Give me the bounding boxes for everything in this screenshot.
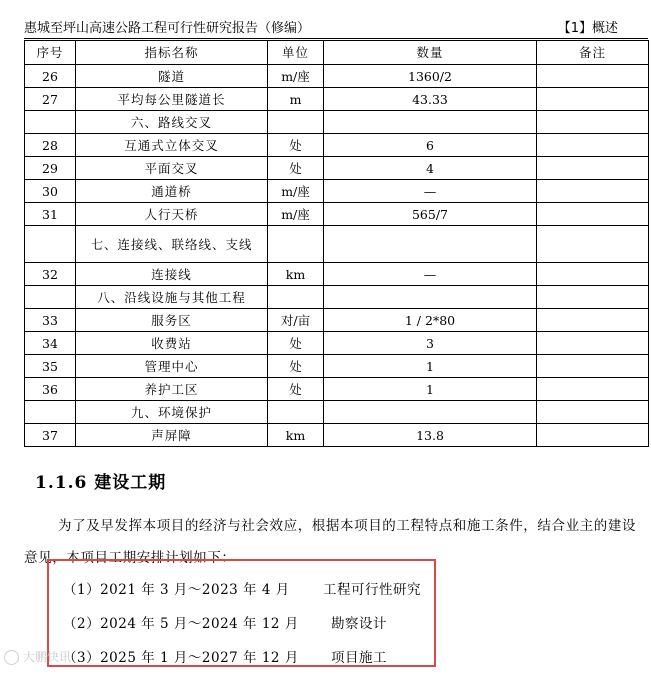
cell-unit: m/座 bbox=[268, 180, 324, 203]
cell-name: 通道桥 bbox=[76, 180, 268, 203]
cell-unit: m/座 bbox=[268, 203, 324, 226]
table-row bbox=[25, 203, 649, 226]
schedule-task: 工程可行性研究 bbox=[323, 582, 421, 598]
report-title: 惠城至坪山高速公路工程可行性研究报告（修编） bbox=[24, 21, 311, 36]
watermark-logo-icon bbox=[4, 650, 19, 665]
schedule-item bbox=[63, 578, 433, 598]
table-header-row bbox=[25, 41, 649, 65]
col-header-unit: 单位 bbox=[268, 41, 324, 65]
cell-name: 九、环境保护 bbox=[76, 401, 268, 424]
schedule-highlight-box bbox=[47, 559, 436, 667]
cell-note bbox=[537, 401, 649, 424]
cell-no: 32 bbox=[25, 263, 76, 286]
cell-no: 27 bbox=[25, 88, 76, 111]
cell-no: 37 bbox=[25, 424, 76, 447]
cell-note bbox=[537, 88, 649, 111]
cell-unit bbox=[268, 401, 324, 424]
cell-no: 26 bbox=[25, 65, 76, 88]
cell-no: 31 bbox=[25, 203, 76, 226]
cell-qty: 6 bbox=[324, 134, 537, 157]
cell-name: 声屏障 bbox=[76, 424, 268, 447]
cell-name: 互通式立体交叉 bbox=[76, 134, 268, 157]
chapter-label: 【1】概述 bbox=[557, 21, 618, 36]
cell-note bbox=[537, 203, 649, 226]
cell-unit: 处 bbox=[268, 332, 324, 355]
cell-qty: 13.8 bbox=[324, 424, 537, 447]
cell-note bbox=[537, 355, 649, 378]
cell-note bbox=[537, 309, 649, 332]
cell-qty bbox=[324, 286, 537, 309]
watermark bbox=[4, 648, 71, 665]
col-header-no: 序号 bbox=[25, 41, 76, 65]
cell-name: 八、沿线设施与其他工程 bbox=[76, 286, 268, 309]
cell-no: 28 bbox=[25, 134, 76, 157]
table-row bbox=[25, 263, 649, 286]
cell-name: 管理中心 bbox=[76, 355, 268, 378]
cell-note bbox=[537, 286, 649, 309]
table-row-group-header bbox=[25, 226, 649, 263]
cell-name: 平面交叉 bbox=[76, 157, 268, 180]
cell-no: 29 bbox=[25, 157, 76, 180]
cell-note bbox=[537, 180, 649, 203]
cell-unit: 处 bbox=[268, 157, 324, 180]
cell-qty bbox=[324, 111, 537, 134]
cell-name: 平均每公里隧道长 bbox=[76, 88, 268, 111]
table-row bbox=[25, 355, 649, 378]
table-row bbox=[25, 309, 649, 332]
table-row-group-header bbox=[25, 286, 649, 309]
table-row bbox=[25, 180, 649, 203]
cell-unit bbox=[268, 111, 324, 134]
section-heading: 1.1.6 建设工期 bbox=[35, 473, 167, 493]
cell-unit: 对/亩 bbox=[268, 309, 324, 332]
cell-unit: 处 bbox=[268, 378, 324, 401]
cell-note bbox=[537, 263, 649, 286]
cell-qty: 4 bbox=[324, 157, 537, 180]
cell-name: 七、连接线、联络线、支线 bbox=[76, 226, 268, 263]
cell-no bbox=[25, 286, 76, 309]
cell-unit bbox=[268, 226, 324, 263]
cell-no: 34 bbox=[25, 332, 76, 355]
cell-unit bbox=[268, 286, 324, 309]
cell-unit: m/座 bbox=[268, 65, 324, 88]
cell-note bbox=[537, 65, 649, 88]
schedule-task: 勘察设计 bbox=[331, 616, 387, 632]
col-header-qty: 数量 bbox=[324, 41, 537, 65]
cell-qty: — bbox=[324, 263, 537, 286]
cell-unit: m bbox=[268, 88, 324, 111]
cell-qty: — bbox=[324, 180, 537, 203]
cell-name: 连接线 bbox=[76, 263, 268, 286]
table-row bbox=[25, 424, 649, 447]
schedule-period: （2）2024 年 5 月～2024 年 12 月 bbox=[63, 616, 299, 632]
cell-name: 隧道 bbox=[76, 65, 268, 88]
schedule-period: （3）2025 年 1 月～2027 年 12 月 bbox=[63, 650, 299, 666]
page-header bbox=[24, 14, 648, 39]
cell-name: 收费站 bbox=[76, 332, 268, 355]
schedule-item bbox=[63, 612, 433, 632]
cell-name: 服务区 bbox=[76, 309, 268, 332]
cell-qty: 43.33 bbox=[324, 88, 537, 111]
cell-no: 35 bbox=[25, 355, 76, 378]
cell-qty: 3 bbox=[324, 332, 537, 355]
cell-unit: 处 bbox=[268, 134, 324, 157]
cell-note bbox=[537, 157, 649, 180]
cell-note bbox=[537, 111, 649, 134]
cell-qty: 1 bbox=[324, 355, 537, 378]
schedule-task: 项目施工 bbox=[331, 650, 387, 666]
cell-note bbox=[537, 134, 649, 157]
cell-unit: 处 bbox=[268, 355, 324, 378]
col-header-name: 指标名称 bbox=[76, 41, 268, 65]
cell-name: 六、路线交叉 bbox=[76, 111, 268, 134]
watermark-text: 大鹏快讯 bbox=[23, 650, 72, 664]
table-row bbox=[25, 157, 649, 180]
cell-no bbox=[25, 401, 76, 424]
cell-no: 36 bbox=[25, 378, 76, 401]
cell-no: 30 bbox=[25, 180, 76, 203]
cell-note bbox=[537, 226, 649, 263]
cell-qty: 565/7 bbox=[324, 203, 537, 226]
cell-unit: km bbox=[268, 263, 324, 286]
cell-note bbox=[537, 332, 649, 355]
table-row bbox=[25, 134, 649, 157]
cell-qty bbox=[324, 226, 537, 263]
schedule-item bbox=[63, 646, 433, 666]
table-row bbox=[25, 65, 649, 88]
cell-name: 人行天桥 bbox=[76, 203, 268, 226]
section-paragraph: 为了及早发挥本项目的经济与社会效应，根据本项目的工程特点和施工条件，结合业主的建设意见，本项目工期安排计划如下： bbox=[24, 518, 637, 566]
cell-no: 33 bbox=[25, 309, 76, 332]
schedule-period: （1）2021 年 3 月～2023 年 4 月 bbox=[63, 582, 290, 598]
table-row bbox=[25, 332, 649, 355]
cell-qty: 1 bbox=[324, 378, 537, 401]
table-row-group-header bbox=[25, 401, 649, 424]
col-header-note: 备注 bbox=[537, 41, 649, 65]
cell-unit: km bbox=[268, 424, 324, 447]
cell-qty bbox=[324, 401, 537, 424]
cell-no bbox=[25, 226, 76, 263]
cell-note bbox=[537, 378, 649, 401]
cell-qty: 1360/2 bbox=[324, 65, 537, 88]
table-row-group-header bbox=[25, 111, 649, 134]
cell-note bbox=[537, 424, 649, 447]
cell-qty: 1 / 2*80 bbox=[324, 309, 537, 332]
cell-no bbox=[25, 111, 76, 134]
table-row bbox=[25, 88, 649, 111]
indicator-table bbox=[24, 40, 649, 447]
table-row bbox=[25, 378, 649, 401]
cell-name: 养护工区 bbox=[76, 378, 268, 401]
